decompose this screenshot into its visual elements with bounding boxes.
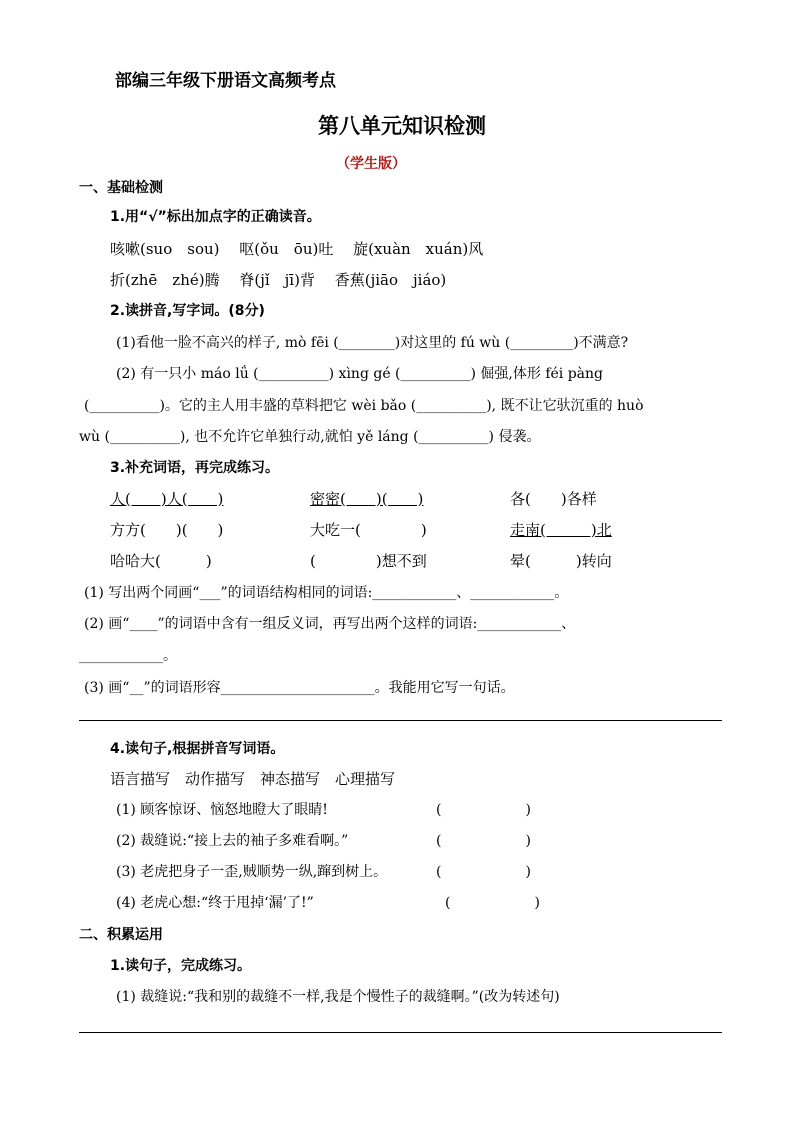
q2-line-1: (1)看他一脸不高兴的样子, mò fēi (________)对这里的 fú wù (_________)不满意? <box>116 335 629 351</box>
idiom-blank-4: 方方( )( ) <box>110 521 224 539</box>
q4-item-2: (2) 裁缝说:“接上去的袖子多难看啊。” <box>116 833 349 849</box>
idiom-blank-6: 走南( )北 <box>510 521 612 539</box>
q3-sub-3: (3) 画“__”的词语形容______________________。我能用它写一句话。 <box>84 680 515 696</box>
description-options: 语言描写 动作描写 神态描写 心理描写 <box>110 770 396 788</box>
q4-answer-blank-4: ( ) <box>445 895 540 911</box>
pinyin-choice-row-1: 咳嗽(suo sou) 呕(ǒu ōu)吐 旋(xuàn xuán)风 <box>110 240 484 258</box>
s2-question-1-title: 1.读句子，完成练习。 <box>110 958 252 974</box>
idiom-blank-8: ( )想不到 <box>310 552 427 570</box>
idiom-blank-3: 各( )各样 <box>510 490 597 508</box>
s2-q1-item-1: (1) 裁缝说:“我和别的裁缝不一样,我是个慢性子的裁缝啊。”(改为转述句) <box>116 989 560 1005</box>
q4-answer-blank-3: ( ) <box>436 864 531 880</box>
idiom-blank-1: 人( )人( ) <box>110 490 224 508</box>
edition-label: （学生版） <box>336 156 406 172</box>
idiom-blank-2: 密密( )( ) <box>310 490 424 508</box>
q4-item-4: (4) 老虎心想:“终于甩掉‘漏’了!” <box>116 895 314 911</box>
q2-line-4: wù (__________), 也不允许它单独行动,就怕 yě láng (__________) 侵袭。 <box>79 429 541 445</box>
q4-answer-blank-2: ( ) <box>436 833 531 849</box>
question-3-title: 3.补充词语，再完成练习。 <box>110 460 280 476</box>
idiom-blank-5: 大吃一( ) <box>310 521 427 539</box>
q2-line-3: (__________)。它的主人用丰盛的草料把它 wèi bǎo (__________), 既不让它驮沉重的 huò <box>84 398 644 414</box>
question-4-title: 4.读句子,根据拼音写词语。 <box>110 741 285 757</box>
pinyin-choice-row-2: 折(zhē zhé)腾 脊(jǐ jī)背 香蕉(jiāo jiáo) <box>110 271 447 289</box>
q2-line-2: (2) 有一只小 máo lǘ (__________) xìng gé (__________) 倔强,体形 féi pàng <box>116 366 604 382</box>
series-title: 部编三年级下册语文高频考点 <box>115 71 336 91</box>
answer-line-2 <box>79 1032 722 1033</box>
idiom-blank-7: 哈哈大( ) <box>110 552 212 570</box>
question-2-title: 2.读拼音,写字词。(8分) <box>110 303 265 319</box>
section-heading-application: 二、积累运用 <box>79 927 163 943</box>
q3-sub-2: (2) 画“____”的词语中含有一组反义词，再写出两个这样的词语:____________、 <box>84 616 576 632</box>
question-1-title: 1.用“√”标出加点字的正确读音。 <box>110 209 321 225</box>
q4-item-3: (3) 老虎把身子一歪,贼顺势一纵,蹿到树上。 <box>116 864 388 880</box>
section-heading-basic: 一、基础检测 <box>79 180 163 196</box>
answer-line-1 <box>79 720 722 721</box>
q4-answer-blank-1: ( ) <box>436 802 531 818</box>
q4-item-1: (1) 顾客惊讶、恼怒地瞪大了眼睛! <box>116 802 328 818</box>
q3-sub-1: (1) 写出两个同画“___”的词语结构相同的词语:____________、____________。 <box>84 585 569 601</box>
q3-sub-2-cont: ____________。 <box>79 648 177 664</box>
page-title: 第八单元知识检测 <box>318 114 486 138</box>
idiom-blank-9: 晕( )转向 <box>510 552 612 570</box>
